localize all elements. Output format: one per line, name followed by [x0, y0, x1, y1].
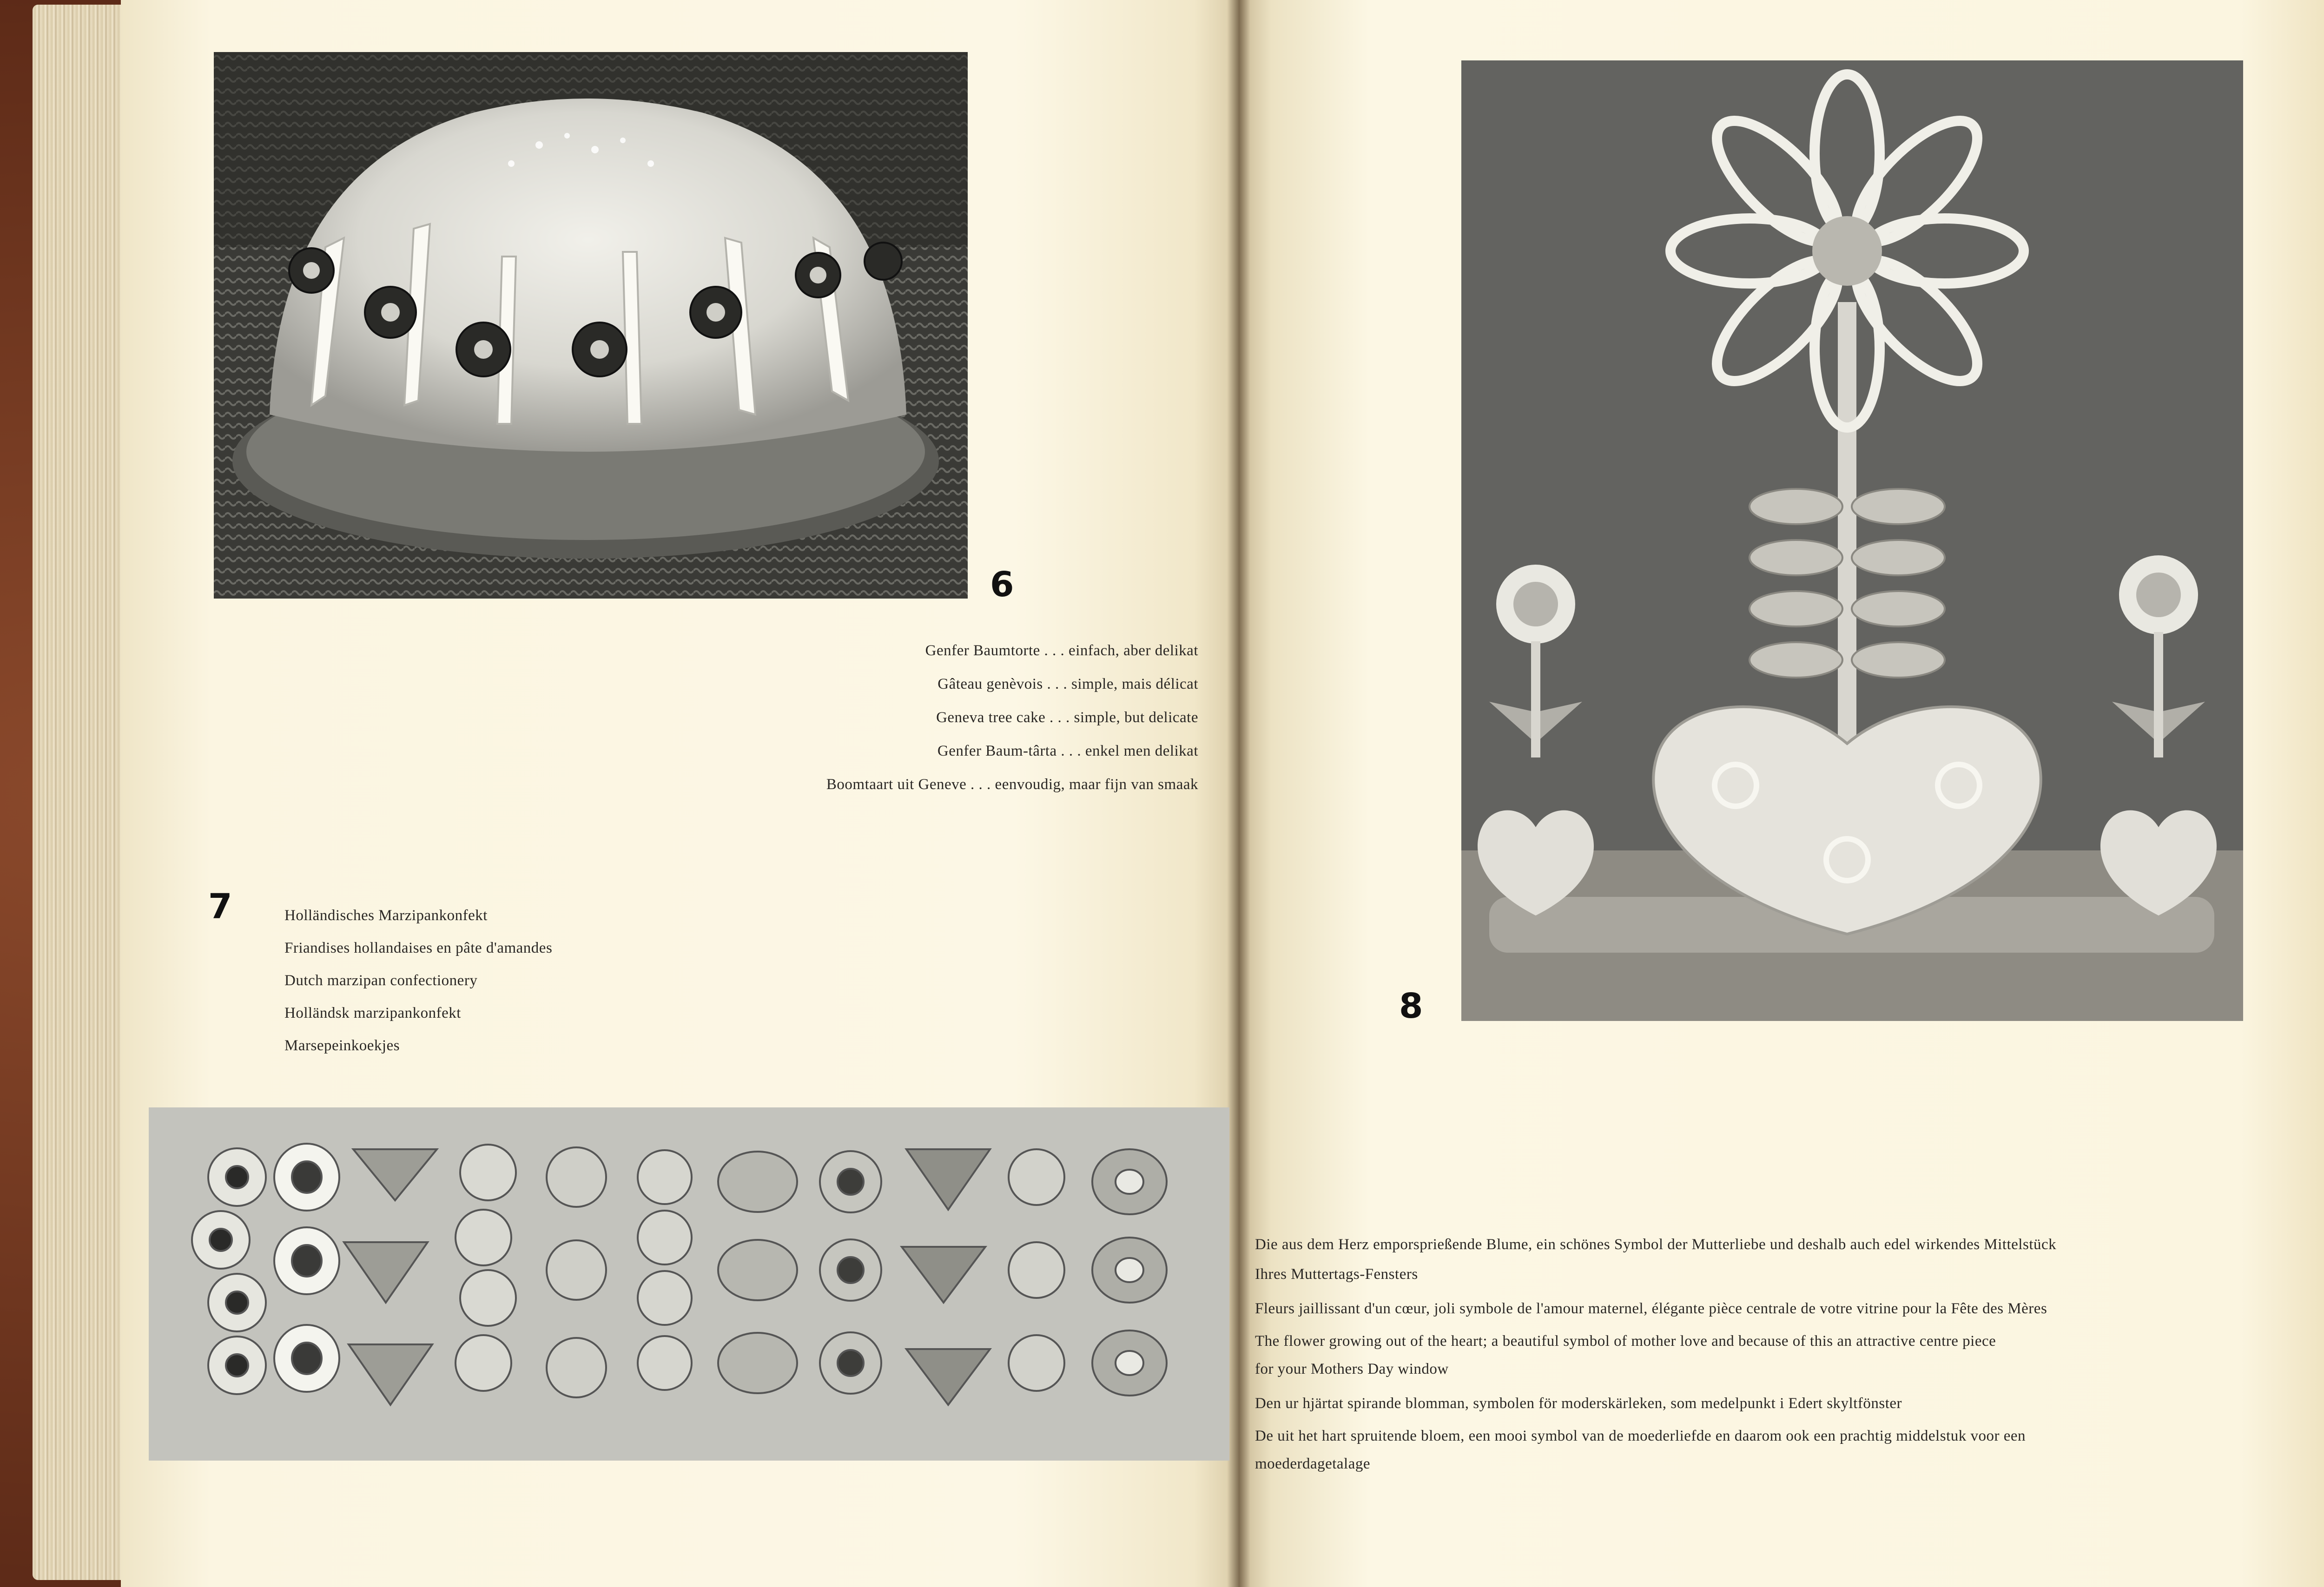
caption-line: Marsepeinkoekjes	[284, 1037, 400, 1054]
caption-figure-6	[640, 642, 1198, 810]
cake-photo	[214, 52, 968, 599]
figure-number-8: 8	[1399, 986, 1423, 1026]
caption-line: Boomtaart uit Geneve . . . eenvoudig, maar fijn van smaak	[826, 776, 1198, 793]
figure-number-6: 6	[990, 565, 1014, 605]
caption-line: Genfer Baumtorte . . . einfach, aber delikat	[925, 642, 1198, 659]
caption-line: Geneva tree cake . . . simple, but delicate	[936, 709, 1198, 726]
figure-number-7: 7	[208, 887, 232, 927]
caption-line: Ihres Muttertags-Fensters	[1255, 1266, 1418, 1283]
caption-line: De uit het hart spruitende bloem, een mooi symbol van de moederliefde en daarom ook een prachtig middelstuk voor een	[1255, 1428, 2026, 1444]
caption-line: Die aus dem Herz emporsprießende Blume, ein schönes Symbol der Mutterliebe und deshalb auch edel wirkendes Mittelstück	[1255, 1236, 2057, 1253]
caption-line: Fleurs jaillissant d'un cœur, joli symbole de l'amour maternel, élégante pièce centrale de votre vitrine pour la Fête des Mères	[1255, 1300, 2047, 1317]
caption-line: Genfer Baum-târta . . . enkel men delikat	[937, 743, 1198, 759]
caption-figure-7	[284, 907, 703, 1065]
caption-line: for your Mothers Day window	[1255, 1361, 1449, 1377]
flower-heart-photo	[1461, 60, 2243, 1021]
caption-figure-8	[1255, 1236, 2240, 1496]
caption-line: Dutch marzipan confectionery	[284, 972, 478, 989]
caption-line: Den ur hjärtat spirande blomman, symbolen för moderskärleken, som medelpunkt i Edert skyltfönster	[1255, 1395, 1902, 1412]
marzipan-photo	[149, 1107, 1229, 1461]
book-gutter	[1227, 0, 1250, 1587]
caption-line: moederdagetalage	[1255, 1455, 1371, 1472]
caption-line: Holländisches Marzipankonfekt	[284, 907, 488, 924]
caption-line: The flower growing out of the heart; a beautiful symbol of mother love and because of this an attractive centre piece	[1255, 1333, 1996, 1350]
caption-line: Gâteau genèvois . . . simple, mais délicat	[938, 676, 1198, 692]
caption-line: Friandises hollandaises en pâte d'amandes	[284, 940, 553, 956]
caption-line: Holländsk marzipankonfekt	[284, 1005, 461, 1021]
